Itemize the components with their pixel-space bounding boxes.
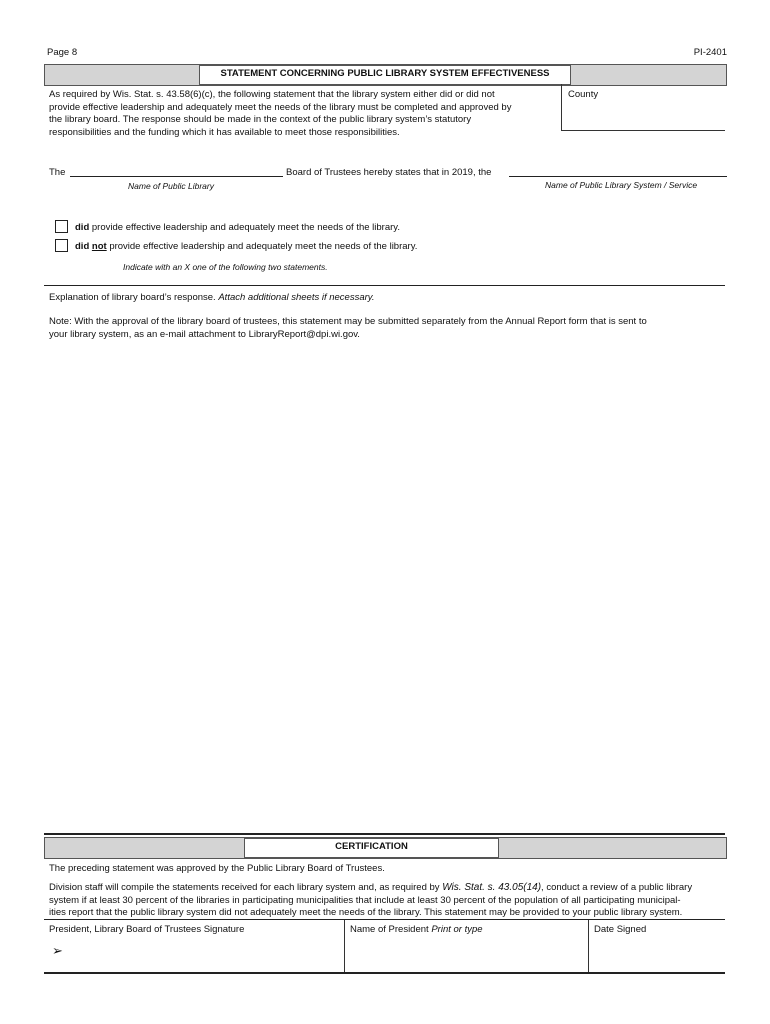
signature-table-bottom bbox=[44, 972, 725, 974]
intro-line: responsibilities and the funding which it has available to meet those responsibilities. bbox=[49, 126, 400, 138]
option-did-bold: did bbox=[75, 222, 90, 233]
county-field[interactable] bbox=[561, 84, 725, 131]
indicate-note: Indicate with an X one of the following two statements. bbox=[123, 262, 328, 272]
submission-note bbox=[49, 316, 647, 341]
page-number: Page 8 bbox=[47, 47, 78, 58]
signature-field[interactable] bbox=[44, 920, 344, 972]
system-name-caption: Name of Public Library System / Service bbox=[545, 180, 698, 190]
signature-label: President, Library Board of Trustees Signature bbox=[49, 924, 245, 935]
division-text-b: , conduct a review of a public library bbox=[541, 882, 693, 893]
arrow-icon: ➢ bbox=[52, 944, 63, 959]
county-label: County bbox=[568, 89, 599, 100]
option-did-not-text: provide effective leadership and adequately meet the needs of the library. bbox=[109, 241, 418, 252]
president-label bbox=[350, 924, 483, 935]
statement-title: STATEMENT CONCERNING PUBLIC LIBRARY SYSTEM EFFECTIVENESS bbox=[199, 65, 571, 85]
option-did bbox=[75, 222, 400, 233]
explanation-label bbox=[49, 292, 374, 303]
division-line: system if at least 30 percent of the libraries in participating municipalities that include at least 30 percent of the population of all participating municipal- bbox=[49, 894, 681, 906]
division-line bbox=[49, 882, 725, 895]
division-text bbox=[49, 882, 725, 920]
division-line: ities report that the public library system did not adequately meet the needs of the library. This statement may be provided to your public library system. bbox=[49, 907, 683, 918]
note-line: Note: With the approval of the library board of trustees, this statement may be submitted separately from the Annual Report form that is sent to bbox=[49, 316, 647, 327]
explanation-text: Explanation of library board’s response. bbox=[49, 292, 216, 303]
certification-title: CERTIFICATION bbox=[244, 838, 499, 858]
date-signed-field[interactable] bbox=[589, 920, 725, 972]
did-checkbox[interactable] bbox=[55, 220, 68, 233]
intro-text bbox=[49, 89, 559, 139]
sentence-mid: Board of Trustees hereby states that in 2019, the bbox=[286, 167, 492, 178]
intro-line: provide effective leadership and adequately meet the needs of the library must be completed and approved by bbox=[49, 101, 512, 113]
intro-line: As required by Wis. Stat. s. 43.58(6)(c), the following statement that the library system either did or did not bbox=[49, 89, 495, 100]
president-label-text: Name of President bbox=[350, 924, 429, 935]
president-label-italic: Print or type bbox=[431, 924, 483, 935]
statute-ref: Wis. Stat. s. 43.05(14) bbox=[442, 882, 542, 893]
sentence-start: The bbox=[49, 167, 66, 178]
certification-top-rule bbox=[44, 833, 725, 835]
option-not-underlined: not bbox=[91, 241, 107, 252]
library-name-caption: Name of Public Library bbox=[128, 181, 214, 191]
section-divider bbox=[44, 285, 725, 286]
option-did-not bbox=[75, 241, 417, 252]
intro-line: the library board. The response should be made in the context of the public library system’s statutory bbox=[49, 114, 472, 125]
system-name-field[interactable] bbox=[509, 166, 727, 177]
option-did-not-bold: did bbox=[75, 241, 90, 252]
approved-text: The preceding statement was approved by the Public Library Board of Trustees. bbox=[49, 863, 385, 874]
date-label: Date Signed bbox=[594, 924, 647, 935]
library-name-field[interactable] bbox=[70, 166, 283, 177]
division-text-a: Division staff will compile the statements received for each library system and, as required by bbox=[49, 882, 440, 893]
form-id: PI-2401 bbox=[693, 47, 727, 58]
option-did-text: provide effective leadership and adequately meet the needs of the library. bbox=[91, 222, 400, 233]
explanation-area[interactable] bbox=[44, 345, 725, 825]
did-not-checkbox[interactable] bbox=[55, 239, 68, 252]
president-name-field[interactable] bbox=[345, 920, 588, 972]
explanation-italic: Attach additional sheets if necessary. bbox=[218, 292, 375, 303]
note-line: your library system, as an e-mail attachment to LibraryReport@dpi.wi.gov. bbox=[49, 328, 360, 340]
